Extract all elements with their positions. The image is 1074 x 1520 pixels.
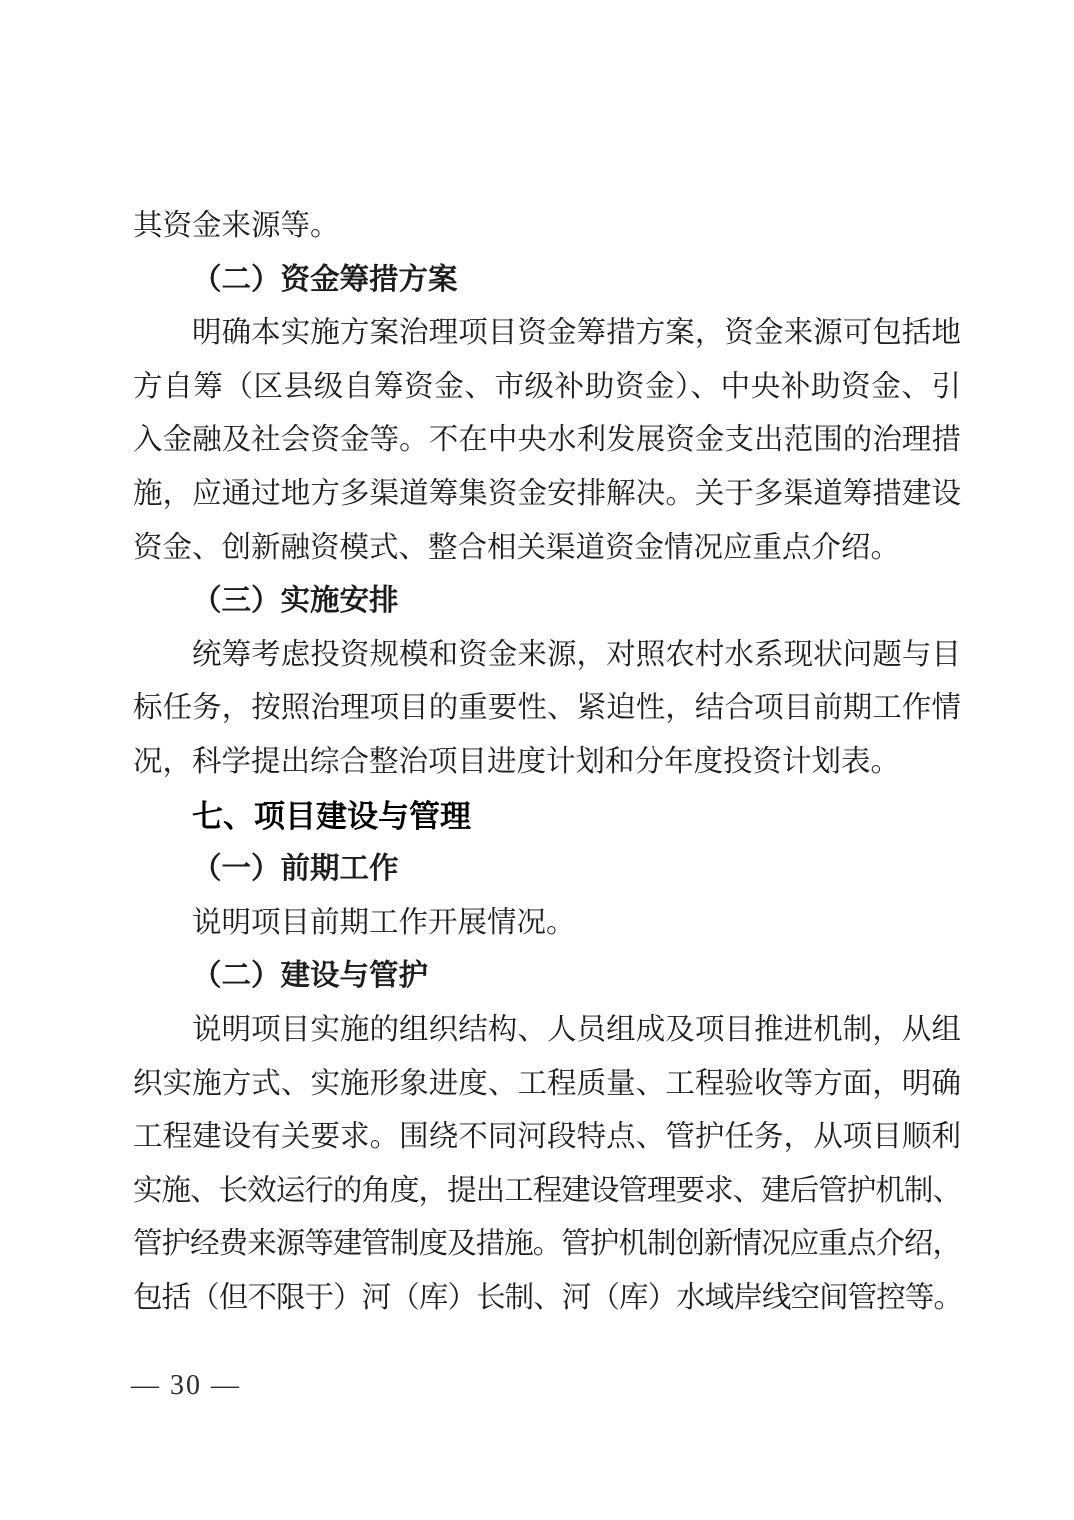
body-line: 入金融及社会资金等。不在中央水利发展资金支出范围的治理措 [133, 424, 961, 457]
body-line: 方自筹（区县级自筹资金、市级补助资金）、中央补助资金、引 [133, 370, 961, 403]
heading-funding-plan: （二）资金筹措方案 [192, 263, 458, 296]
body-line: 说明项目实施的组织结构、人员组成及项目推进机制，从组 [192, 1013, 961, 1046]
body-line: 资金、创新融资模式、整合相关渠道资金情况应重点介绍。 [133, 531, 901, 564]
body-line: 包括（但不限于）河（库）长制、河（库）水域岸线空间管控等。 [133, 1281, 961, 1314]
body-line: 工程建设有关要求。围绕不同河段特点、管护任务，从项目顺利 [133, 1121, 961, 1154]
body-line: 其资金来源等。 [133, 210, 340, 242]
body-line: 统筹考虑投资规模和资金来源，对照农村水系现状问题与目 [192, 638, 961, 671]
heading-preliminary-work: （一）前期工作 [192, 853, 399, 886]
heading-construction-and-maintenance: （二）建设与管护 [192, 960, 429, 993]
body-line: 况，科学提出综合整治项目进度计划和分年度投资计划表。 [133, 745, 901, 778]
body-line: 实施、长效运行的角度，提出工程建设管理要求、建后管护机制、 [133, 1174, 961, 1207]
document-text-block [133, 200, 961, 1325]
body-line: 织实施方式、实施形象进度、工程质量、工程验收等方面，明确 [133, 1067, 961, 1100]
body-line: 明确本实施方案治理项目资金筹措方案，资金来源可包括地 [192, 317, 961, 350]
body-line: 施，应通过地方多渠道筹集资金安排解决。关于多渠道筹措建设 [133, 477, 961, 510]
chapter-heading-project-construction-management: 七、项目建设与管理 [192, 798, 471, 834]
body-line: 说明项目前期工作开展情况。 [192, 906, 576, 939]
body-line: 标任务，按照治理项目的重要性、紧迫性，结合项目前期工作情 [133, 692, 961, 725]
heading-implementation-arrangement: （三）实施安排 [192, 585, 399, 618]
body-line: 管护经费来源等建管制度及措施。管护机制创新情况应重点介绍， [133, 1228, 961, 1261]
page-number: — 30 — [131, 1370, 241, 1401]
